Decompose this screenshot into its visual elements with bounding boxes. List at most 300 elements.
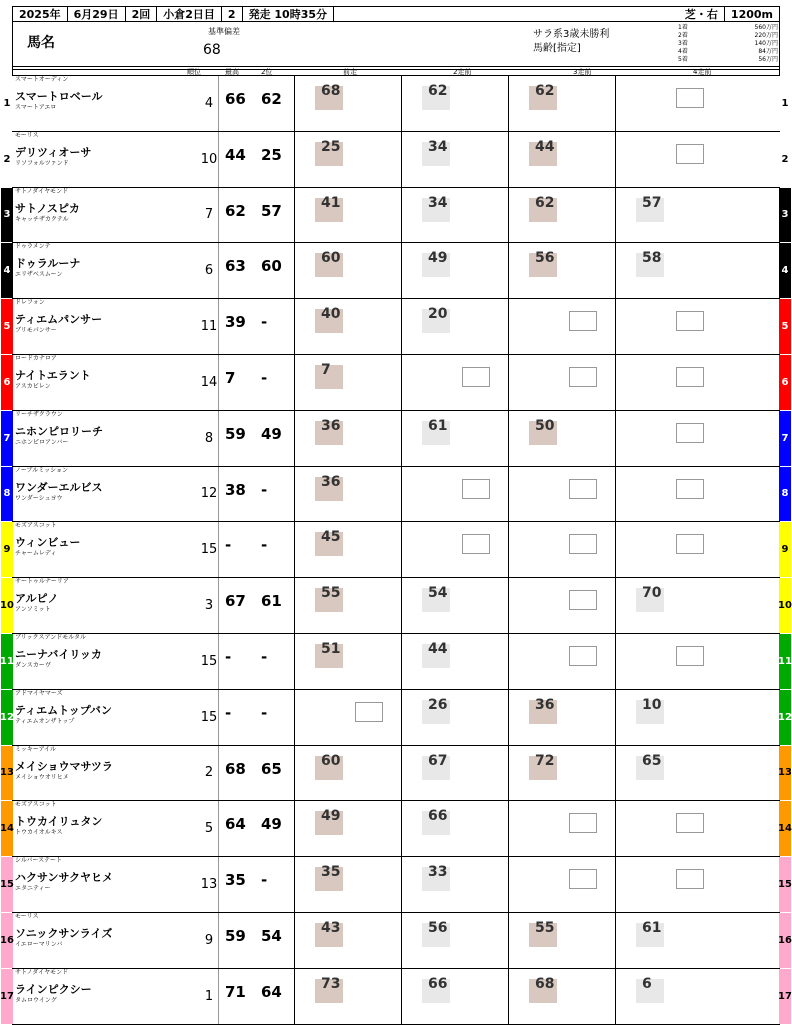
- prev-race-2[interactable]: [401, 634, 508, 689]
- horse-info: [15, 634, 175, 689]
- prev-race-2[interactable]: [401, 969, 508, 1024]
- prev-race-1[interactable]: [294, 467, 401, 522]
- prize-money: [678, 24, 778, 64]
- horse-name[interactable]: ワンダーエルビス: [15, 480, 103, 494]
- prize-place: 2着: [678, 32, 688, 39]
- rank: 6: [204, 263, 214, 279]
- best-index: 68: [225, 759, 246, 778]
- horse-name[interactable]: ニーナバイリッカ: [15, 648, 102, 661]
- table-row[interactable]: [3, 355, 789, 411]
- dam-name: トウカイオルキス: [15, 829, 63, 837]
- horse-info: [15, 243, 175, 298]
- prize-amount: 56万円: [758, 56, 778, 63]
- dam-name: ブリモパンサー: [15, 327, 57, 335]
- race-index: 44: [428, 641, 448, 657]
- prev-race-empty: [615, 467, 719, 522]
- race-index: 45: [321, 529, 341, 546]
- race-condition-2: 馬齢[指定]: [533, 43, 581, 54]
- prev-race-1[interactable]: [294, 801, 401, 856]
- dam-name: チャームレディ: [15, 550, 57, 558]
- horse-name[interactable]: ドゥラルーナ: [15, 257, 81, 271]
- best-index: 71: [225, 982, 246, 1001]
- sire-name: モーリス: [15, 913, 39, 920]
- table-row[interactable]: [3, 243, 789, 299]
- sire-name: ロードカナロア: [15, 355, 57, 362]
- table-row[interactable]: [0, 968, 792, 1025]
- prize-amount: 220万円: [754, 32, 778, 39]
- base-value: 68: [203, 42, 221, 58]
- col-second: 2位: [261, 68, 273, 76]
- horse-number-right: 9: [779, 522, 791, 577]
- prev-race-3[interactable]: [508, 690, 615, 745]
- horse-name[interactable]: スマートロベール: [15, 90, 103, 103]
- empty-box: [676, 534, 704, 554]
- horse-name[interactable]: ナイトエラント: [15, 369, 91, 382]
- prev-race-empty: [508, 522, 615, 577]
- horse-info: [15, 690, 175, 745]
- second-index: 64: [261, 982, 282, 1001]
- prev-race-empty: [401, 355, 508, 410]
- col-prev4: 4走前: [693, 68, 712, 76]
- prev-race-1[interactable]: [294, 578, 401, 633]
- prev-race-1[interactable]: [294, 355, 401, 410]
- horse-number-left: 7: [1, 411, 13, 466]
- prize-amount: 140万円: [754, 40, 778, 47]
- dam-name: ワンダーシュヨウ: [15, 494, 63, 502]
- race-condition-1: サラ系3歳未勝利: [533, 29, 610, 40]
- dam-name: エタニティー: [15, 885, 51, 893]
- empty-box: [569, 534, 597, 554]
- horse-number-right: 14: [779, 801, 791, 856]
- prev-race-3[interactable]: [508, 76, 615, 131]
- horse-name[interactable]: メイショウマサツラ: [15, 759, 113, 773]
- dam-name: ダンスカーヴ: [15, 662, 51, 669]
- second-index: 61: [261, 592, 282, 611]
- rank: 10: [200, 151, 218, 167]
- index-box: [218, 76, 293, 131]
- prev-race-empty: [615, 355, 719, 410]
- horse-name[interactable]: アルピノ: [15, 592, 59, 606]
- table-row[interactable]: [0, 689, 792, 746]
- empty-box: [676, 311, 704, 331]
- sire-name: ミッキーアイル: [15, 745, 57, 753]
- horse-number-left: 6: [1, 355, 13, 410]
- horse-info: [15, 522, 175, 577]
- prev-race-empty: [508, 801, 615, 856]
- race-index: 56: [428, 920, 448, 936]
- prev-race-3[interactable]: [508, 188, 615, 243]
- prev-race-1[interactable]: [294, 969, 401, 1024]
- race-condition: [533, 28, 609, 56]
- table-row[interactable]: [3, 299, 789, 355]
- prev-race-2[interactable]: [401, 132, 508, 187]
- race-index: 35: [321, 864, 341, 881]
- rank: 9: [204, 932, 214, 948]
- prev-race-4[interactable]: [615, 243, 719, 298]
- prev-race-3[interactable]: [508, 411, 615, 466]
- horse-name-label: 馬名: [27, 35, 55, 51]
- horse-info: [15, 355, 175, 410]
- index-box: [218, 913, 293, 968]
- race-index: 61: [428, 417, 448, 434]
- second-index: -: [261, 480, 268, 499]
- index-box: [218, 634, 293, 689]
- rank: 4: [204, 95, 214, 111]
- prev-race-2[interactable]: [401, 690, 508, 745]
- race-index: 25: [321, 138, 341, 155]
- col-prev2: 2走前: [453, 68, 472, 76]
- rank: 14: [200, 374, 218, 390]
- best-index: 64: [225, 815, 246, 834]
- prize-row: [678, 32, 778, 40]
- horse-info: [15, 746, 175, 801]
- empty-box: [569, 813, 597, 833]
- prev-race-empty: [615, 76, 719, 131]
- race-index: 36: [535, 696, 555, 713]
- best-index: 44: [225, 145, 246, 164]
- index-box: [218, 299, 293, 354]
- table-row[interactable]: [0, 578, 792, 634]
- best-index: 62: [225, 201, 246, 220]
- empty-box: [676, 813, 704, 833]
- table-row[interactable]: [3, 410, 789, 467]
- empty-box: [569, 479, 597, 499]
- horse-name[interactable]: サトノスピカ: [15, 201, 80, 215]
- sire-name: ノーブルミッション: [15, 466, 69, 474]
- rank: 3: [204, 598, 214, 614]
- prize-amount: 560万円: [754, 24, 778, 31]
- prev-race-4[interactable]: [615, 690, 719, 745]
- prev-race-2[interactable]: [401, 299, 508, 354]
- second-index: 57: [261, 201, 282, 220]
- year: 2025年: [13, 7, 68, 21]
- sire-name: サートゥルナーリア: [15, 578, 69, 586]
- race-index: 7: [321, 362, 331, 378]
- sire-name: アドマイヤマーズ: [15, 689, 63, 697]
- prize-row: [678, 56, 778, 64]
- horse-number-left: 8: [1, 467, 13, 522]
- horse-number-left: 5: [1, 299, 13, 354]
- dam-name: ティエムオンザトップ: [15, 717, 75, 725]
- prev-race-empty: [615, 522, 719, 577]
- horse-name[interactable]: ティエムパンサー: [15, 313, 103, 327]
- table-row[interactable]: [3, 76, 789, 132]
- distance: 1200m: [730, 7, 773, 21]
- horse-number-right: 11: [779, 634, 791, 689]
- race-index: 49: [321, 808, 341, 825]
- empty-box: [676, 144, 704, 164]
- prev-race-empty: [508, 467, 615, 522]
- prize-place: 4着: [678, 48, 688, 55]
- race-index: 50: [535, 417, 555, 434]
- prev-race-empty: [615, 299, 719, 354]
- best-index: 63: [225, 257, 246, 276]
- start-time: 発走 10時35分: [243, 7, 334, 21]
- empty-box: [462, 479, 490, 499]
- best-index: 7: [225, 369, 236, 387]
- rank: 1: [204, 988, 214, 1004]
- prev-race-1[interactable]: [294, 634, 401, 689]
- horse-name[interactable]: ソニックサンライズ: [15, 927, 113, 940]
- horse-number-right: 6: [779, 355, 791, 410]
- race-index: 33: [428, 864, 448, 881]
- race-index: 55: [321, 585, 341, 602]
- horse-info: [15, 76, 175, 131]
- prev-race-2[interactable]: [401, 746, 508, 801]
- prev-race-3[interactable]: [508, 746, 615, 801]
- empty-box: [676, 88, 704, 108]
- best-index: 59: [225, 424, 246, 443]
- second-index: -: [261, 536, 268, 555]
- dam-name: メイショウオリヒメ: [15, 773, 69, 781]
- prev-race-3[interactable]: [508, 132, 615, 187]
- prev-race-2[interactable]: [401, 411, 508, 466]
- prev-race-2[interactable]: [401, 76, 508, 131]
- prev-race-4[interactable]: [615, 188, 719, 243]
- prev-race-1[interactable]: [294, 299, 401, 354]
- rank: 8: [204, 430, 214, 446]
- prev-race-1[interactable]: [294, 76, 401, 131]
- base-label: 基準偏差: [208, 27, 240, 36]
- horse-number-left: 13: [1, 746, 13, 801]
- horse-name[interactable]: ハクサンサクヤヒメ: [15, 871, 114, 885]
- race-index: 51: [321, 641, 341, 657]
- horse-info: [15, 188, 175, 243]
- second-index: 62: [261, 90, 282, 108]
- horse-number-left: 4: [1, 243, 13, 298]
- horse-info: [15, 299, 175, 354]
- dam-name: エリザベスムーン: [15, 271, 63, 279]
- horse-name[interactable]: ラインピクシー: [15, 982, 92, 996]
- horse-number-left: 16: [1, 913, 13, 968]
- race-index: 26: [428, 696, 448, 713]
- horse-name[interactable]: ウィンビュー: [15, 536, 81, 550]
- kai: 2回: [126, 7, 158, 21]
- horse-number-left: 1: [1, 76, 13, 131]
- column-header: [12, 66, 780, 76]
- prev-race-4[interactable]: [615, 578, 719, 633]
- track: 芝・右: [679, 7, 725, 21]
- prize-place: 5着: [678, 56, 688, 63]
- prev-race-empty: [615, 411, 719, 466]
- dam-name: リソフォルツァンド: [15, 159, 69, 167]
- horse-number-right: 4: [779, 243, 791, 298]
- second-index: -: [261, 703, 268, 722]
- horse-number-right: 8: [779, 467, 791, 522]
- table-row[interactable]: [3, 522, 789, 578]
- race-index: 10: [642, 696, 662, 713]
- table-row[interactable]: [0, 913, 792, 969]
- prev-race-empty: [508, 578, 615, 633]
- best-index: 66: [225, 90, 246, 108]
- race-index: 62: [535, 194, 555, 211]
- horse-info: [15, 411, 175, 466]
- prev-race-empty: [615, 634, 719, 689]
- race-index: 54: [428, 585, 448, 602]
- dam-name: スマートアエロ: [15, 104, 57, 111]
- race-index: 66: [428, 808, 448, 825]
- prev-race-empty: [615, 857, 719, 912]
- race-index: 43: [321, 920, 341, 936]
- index-box: [218, 857, 293, 912]
- race-index: 41: [321, 194, 341, 211]
- rank: 15: [200, 653, 218, 669]
- sire-name: モズアスコット: [15, 801, 57, 809]
- best-index: 67: [225, 592, 246, 611]
- race-index: 73: [321, 975, 341, 992]
- race-index: 72: [535, 752, 555, 769]
- table-row[interactable]: [0, 801, 792, 857]
- prev-race-4[interactable]: [615, 746, 719, 801]
- prev-race-4[interactable]: [615, 913, 719, 968]
- empty-box: [569, 869, 597, 889]
- dam-name: アスカビレン: [15, 383, 51, 390]
- empty-box: [676, 423, 704, 443]
- rank: 5: [204, 821, 214, 837]
- race-index: 56: [535, 250, 555, 267]
- best-index: 39: [225, 313, 246, 332]
- prev-race-4[interactable]: [615, 969, 719, 1024]
- prev-race-empty: [615, 801, 719, 856]
- second-index: -: [261, 313, 268, 332]
- race-index: 40: [321, 306, 341, 323]
- race-index: 68: [535, 975, 555, 992]
- horse-name[interactable]: デリツィオーサ: [15, 145, 92, 159]
- sire-name: モーリス: [15, 131, 39, 139]
- table-row[interactable]: [0, 745, 792, 802]
- rank: 2: [204, 765, 214, 781]
- table-row[interactable]: [3, 466, 789, 523]
- prev-race-3[interactable]: [508, 969, 615, 1024]
- horse-number-left: 12: [1, 690, 13, 745]
- second-index: 65: [261, 759, 282, 778]
- race-index: 49: [428, 250, 448, 267]
- sire-name: サトノダイヤモンド: [15, 187, 69, 195]
- race-index: 62: [535, 83, 555, 99]
- prev-race-3[interactable]: [508, 243, 615, 298]
- prev-race-empty: [508, 634, 615, 689]
- sire-name: ドレフォン: [15, 299, 45, 307]
- empty-box: [676, 646, 704, 666]
- horse-number-left: 14: [1, 801, 13, 856]
- table-row[interactable]: [3, 131, 789, 188]
- horse-number-right: 13: [779, 746, 791, 801]
- second-index: 49: [261, 424, 282, 443]
- index-box: [218, 801, 293, 856]
- horse-number-left: 15: [1, 857, 13, 912]
- prev-race-2[interactable]: [401, 243, 508, 298]
- race-index: 61: [642, 920, 662, 936]
- best-index: -: [225, 536, 232, 555]
- horse-number-right: 2: [779, 132, 791, 187]
- prev-race-1[interactable]: [294, 746, 401, 801]
- table-row[interactable]: [0, 634, 792, 690]
- race-index: 44: [535, 138, 555, 155]
- prize-row: [678, 48, 778, 56]
- race-index: 60: [321, 752, 341, 769]
- prev-race-1[interactable]: [294, 857, 401, 912]
- prev-race-empty: [294, 690, 401, 745]
- dam-name: タムロウイング: [15, 996, 57, 1004]
- prev-race-2[interactable]: [401, 188, 508, 243]
- dam-name: アンソミット: [15, 606, 51, 614]
- best-index: -: [225, 703, 232, 722]
- prev-race-2[interactable]: [401, 578, 508, 633]
- table-row[interactable]: [0, 857, 792, 913]
- index-box: [218, 522, 293, 577]
- horse-number-right: 16: [779, 913, 791, 968]
- prev-race-2[interactable]: [401, 801, 508, 856]
- race-index: 66: [428, 975, 448, 992]
- venue: 小倉2日目: [157, 7, 222, 21]
- horse-info: [15, 801, 175, 856]
- rank: 13: [200, 877, 218, 893]
- sire-name: ブリックスアンドモルタル: [15, 634, 86, 641]
- prev-race-1[interactable]: [294, 243, 401, 298]
- empty-box: [355, 702, 383, 722]
- horse-info: [15, 857, 175, 912]
- prev-race-empty: [401, 467, 508, 522]
- rank: 15: [200, 709, 218, 725]
- second-index: -: [261, 648, 268, 666]
- race-index: 36: [321, 473, 341, 490]
- horse-info: [15, 969, 175, 1024]
- race-index: 55: [535, 920, 555, 936]
- date: 6月29日: [68, 7, 126, 21]
- horse-name[interactable]: トウカイリュタン: [15, 815, 103, 829]
- index-box: [218, 969, 293, 1024]
- race-subheader: [12, 22, 780, 70]
- horse-name[interactable]: ティエムトップバン: [15, 703, 112, 717]
- race-index: 57: [642, 194, 662, 211]
- prev-race-1[interactable]: [294, 132, 401, 187]
- prev-race-empty: [615, 132, 719, 187]
- prev-race-1[interactable]: [294, 522, 401, 577]
- race-index: 67: [428, 752, 448, 769]
- prev-race-empty: [508, 355, 615, 410]
- horse-number-right: 10: [779, 578, 791, 633]
- empty-box: [676, 869, 704, 889]
- second-index: 49: [261, 815, 282, 834]
- race-index: 34: [428, 194, 448, 211]
- horse-name[interactable]: ニホンピロリーチ: [15, 424, 103, 438]
- race-index: 70: [642, 585, 662, 602]
- col-rank: 順位: [187, 68, 201, 76]
- prev-race-1[interactable]: [294, 188, 401, 243]
- race-index: 36: [321, 417, 341, 434]
- horse-number-right: 1: [779, 76, 791, 131]
- prize-row: [678, 24, 778, 32]
- sire-name: スマートオーディン: [15, 76, 69, 83]
- best-index: 35: [225, 871, 246, 890]
- prev-race-1[interactable]: [294, 913, 401, 968]
- prev-race-2[interactable]: [401, 913, 508, 968]
- prev-race-3[interactable]: [508, 913, 615, 968]
- prev-race-empty: [508, 299, 615, 354]
- race-index: 6: [642, 975, 652, 992]
- rank: 15: [200, 542, 218, 558]
- prev-race-empty: [401, 522, 508, 577]
- empty-box: [569, 646, 597, 666]
- sire-name: サトノダイヤモンド: [15, 968, 69, 976]
- prev-race-1[interactable]: [294, 411, 401, 466]
- prev-race-2[interactable]: [401, 857, 508, 912]
- prev-race-empty: [508, 857, 615, 912]
- rank: 7: [204, 207, 214, 223]
- table-row[interactable]: [3, 187, 789, 244]
- horse-info: [15, 467, 175, 522]
- horse-info: [15, 132, 175, 187]
